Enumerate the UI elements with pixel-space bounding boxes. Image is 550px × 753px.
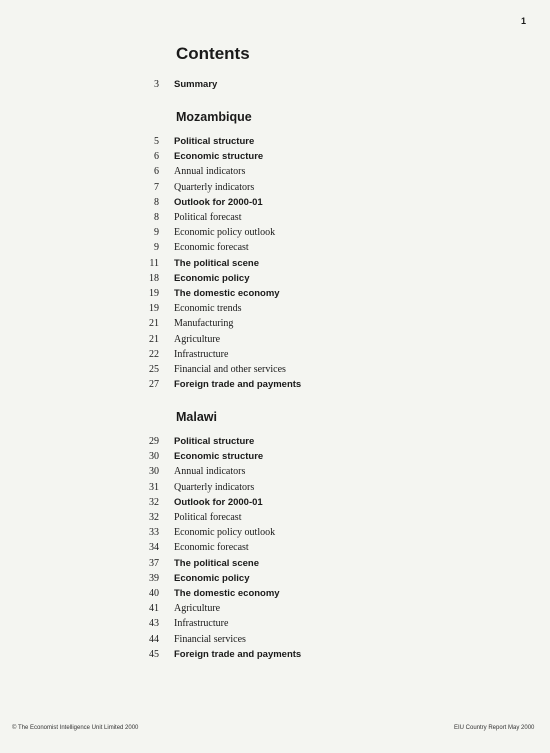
toc-page-number: 45 — [149, 648, 159, 660]
toc-page-number: 29 — [149, 436, 159, 447]
toc-entry[interactable] — [100, 181, 400, 195]
toc-page-number: 21 — [149, 333, 159, 345]
toc-entry[interactable] — [100, 378, 400, 392]
toc-entry-title: Economic forecast — [174, 542, 249, 554]
toc-page-number: 34 — [149, 542, 159, 554]
toc-page-number: 40 — [149, 588, 159, 599]
toc-entry[interactable] — [100, 165, 400, 179]
page-title: Contents — [176, 44, 250, 63]
toc-entry-title: The domestic economy — [174, 588, 280, 599]
toc-entry[interactable] — [100, 150, 400, 164]
section-heading: Mozambique — [176, 110, 252, 124]
toc-entry-title: Foreign trade and payments — [174, 648, 302, 660]
toc-entry[interactable] — [100, 648, 400, 662]
toc-page-number: 5 — [154, 136, 159, 147]
toc-entry-title: Agriculture — [174, 603, 221, 615]
toc-entry[interactable] — [100, 617, 400, 631]
toc-entry[interactable] — [100, 572, 400, 586]
toc-entry[interactable] — [100, 557, 400, 571]
toc-entry-title: The domestic economy — [174, 288, 280, 299]
toc-page-number: 19 — [149, 288, 159, 299]
toc-entry[interactable] — [100, 526, 400, 540]
toc-entry-title: Economic structure — [174, 151, 264, 163]
toc-entry-title: Infrastructure — [174, 618, 229, 630]
toc-page-number: 9 — [154, 242, 159, 254]
toc-entry[interactable] — [100, 287, 400, 301]
toc-entry-title: Financial and other services — [174, 364, 286, 375]
toc-entry[interactable] — [100, 633, 400, 647]
toc-page-number: 8 — [154, 196, 159, 208]
toc-page-number: 33 — [149, 527, 159, 539]
toc-page-number: 30 — [149, 466, 159, 478]
toc-entry-title: Political forecast — [174, 212, 242, 223]
toc-entry[interactable] — [100, 302, 400, 316]
toc-entry[interactable] — [100, 496, 400, 510]
toc-entry-title: The political scene — [174, 557, 259, 569]
toc-entry-title: The political scene — [174, 257, 259, 269]
toc-entry[interactable] — [100, 211, 400, 225]
toc-page-number: 22 — [149, 348, 159, 360]
toc-page-number: 41 — [149, 603, 159, 615]
toc-entry[interactable] — [100, 587, 400, 601]
toc-entry[interactable] — [100, 602, 400, 616]
toc-page-number: 8 — [154, 212, 159, 223]
toc-entry-title: Quarterly indicators — [174, 481, 255, 493]
toc-entry[interactable] — [100, 226, 400, 240]
toc-entry-title: Economic forecast — [174, 242, 249, 254]
toc-entry[interactable] — [100, 348, 400, 362]
toc-entry[interactable] — [100, 481, 400, 495]
toc-entry-title: Quarterly indicators — [174, 181, 255, 193]
toc-entry-title: Outlook for 2000-01 — [174, 496, 263, 508]
toc-entry-title: Annual indicators — [174, 166, 246, 178]
toc-entry[interactable] — [100, 196, 400, 210]
toc-entry-title: Financial services — [174, 633, 246, 645]
toc-entry-title: Economic structure — [174, 451, 264, 463]
toc-entry-title: Foreign trade and payments — [174, 379, 302, 391]
toc-page-number: 31 — [149, 481, 159, 493]
toc-entry[interactable] — [100, 78, 400, 92]
toc-entry[interactable] — [100, 450, 400, 464]
toc-entry[interactable] — [100, 317, 400, 331]
toc-entry-title: Political structure — [174, 136, 255, 147]
toc-page-number: 7 — [154, 181, 159, 193]
toc-entry-title: Political structure — [174, 436, 255, 447]
toc-entry-title: Agriculture — [174, 333, 221, 345]
toc-entry[interactable] — [100, 135, 400, 149]
toc-entry-title: Economic policy outlook — [174, 227, 276, 239]
toc-page-number: 25 — [149, 364, 159, 375]
toc-page-number: 43 — [149, 618, 159, 630]
toc-page-number: 30 — [149, 451, 159, 463]
toc-entry-title: Manufacturing — [174, 318, 234, 330]
toc-page-number: 32 — [149, 512, 159, 523]
toc-entry[interactable] — [100, 241, 400, 255]
toc-page-number: 3 — [154, 79, 159, 90]
toc-page-number: 39 — [149, 572, 159, 584]
toc-page-number: 32 — [149, 496, 159, 508]
toc-entry[interactable] — [100, 333, 400, 347]
toc-page-number: 44 — [149, 633, 159, 645]
toc-entry-title: Outlook for 2000-01 — [174, 196, 263, 208]
section-heading: Malawi — [176, 410, 217, 424]
toc-page-number: 19 — [149, 303, 159, 315]
toc-entry[interactable] — [100, 541, 400, 555]
toc-entry-title: Annual indicators — [174, 466, 246, 478]
toc-entry-title: Infrastructure — [174, 348, 229, 360]
toc-entry[interactable] — [100, 511, 400, 525]
toc-page-number: 18 — [149, 272, 159, 284]
toc-entry-title: Economic policy outlook — [174, 527, 276, 539]
toc-entry[interactable] — [100, 435, 400, 449]
toc-entry-title: Summary — [174, 79, 218, 90]
page-number: 1 — [521, 16, 527, 26]
toc-page-number: 21 — [149, 318, 159, 330]
toc-page-number: 11 — [149, 257, 159, 269]
toc-page-number: 37 — [149, 557, 159, 569]
toc-entry[interactable] — [100, 257, 400, 271]
toc-page-number: 9 — [154, 227, 159, 239]
footer-copyright: © The Economist Intelligence Unit Limited 2000 — [12, 725, 139, 731]
toc-page-number: 6 — [154, 151, 159, 163]
footer-report-info: EIU Country Report May 2000 — [454, 725, 535, 731]
toc-entry-title: Economic policy — [174, 272, 250, 284]
toc-page-number: 27 — [149, 379, 159, 391]
toc-entry-title: Economic policy — [174, 572, 250, 584]
toc-entry-title: Political forecast — [174, 512, 242, 523]
toc-page-number: 6 — [154, 166, 159, 178]
toc-entry[interactable] — [100, 363, 400, 377]
toc-entry[interactable] — [100, 272, 400, 286]
toc-entry[interactable] — [100, 465, 400, 479]
toc-entry-title: Economic trends — [174, 303, 242, 315]
